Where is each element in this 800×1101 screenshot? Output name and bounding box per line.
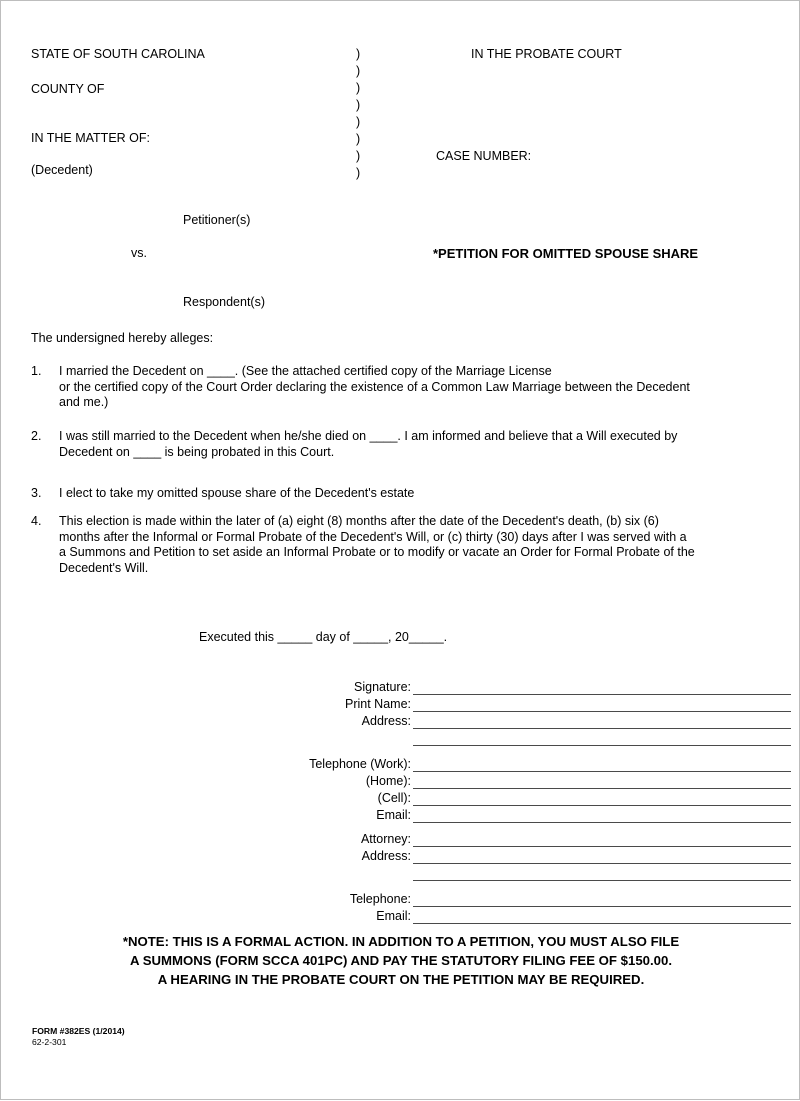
- document-footer: [32, 1026, 125, 1048]
- party-petitioner-label: Petitioner(s): [183, 213, 251, 227]
- caption-paren-1: ): [356, 47, 361, 61]
- print-name-label: Print Name:: [345, 697, 411, 711]
- signature-row-telephone-work: [251, 756, 796, 773]
- allegation-text-1: [59, 364, 776, 411]
- allegation-line: Decedent's Will.: [59, 560, 149, 575]
- telephone-home-label: (Home):: [365, 774, 411, 788]
- allegation-line: I married the Decedent on ____. (See the attached certified copy of the Marriage License: [59, 364, 552, 378]
- party-respondent-label: Respondent(s): [183, 295, 265, 309]
- signature-row-address: [251, 713, 796, 730]
- attorney-label: Attorney:: [360, 832, 411, 846]
- allegation-number-3: 3.: [31, 486, 42, 500]
- caption-paren-6: ): [356, 132, 361, 146]
- telephone-work-label: Telephone (Work):: [309, 757, 411, 771]
- caption-county-line: COUNTY OF: [31, 82, 105, 96]
- caption-paren-8: ): [356, 166, 361, 180]
- attorney-telephone-label: Telephone:: [349, 892, 411, 906]
- document-body: [1, 1, 800, 1101]
- telephone-home-rule[interactable]: [413, 788, 791, 789]
- intro-text: The undersigned hereby alleges:: [31, 331, 214, 345]
- allegation-line: months after the Informal or Formal Probate of the Decedent's Will, or (c) thirty (30) days after I was served with a: [59, 529, 687, 544]
- email-label: Email:: [376, 808, 411, 822]
- allegation-line: I elect to take my omitted spouse share of the Decedent's estate: [59, 486, 415, 500]
- email-rule[interactable]: [413, 822, 791, 823]
- caption-state-line: STATE OF SOUTH CAROLINA: [31, 47, 205, 61]
- note-line-3: A HEARING IN THE PROBATE COURT ON THE PETITION MAY BE REQUIRED.: [157, 972, 645, 987]
- caption-case-number-label: CASE NUMBER:: [436, 149, 532, 163]
- allegation-text-3: [59, 486, 776, 502]
- signature-row-print-name: [251, 696, 796, 713]
- caption-paren-7: ): [356, 149, 361, 163]
- signature-spacer: [251, 747, 796, 756]
- allegation-line: This election is made within the later of (a) eight (8) months after the date of the Decedent's death, (b) six (6): [59, 514, 659, 528]
- attorney-email-rule[interactable]: [413, 923, 791, 924]
- allegation-item-1: [31, 364, 776, 411]
- allegation-item-4: [31, 514, 776, 576]
- party-versus-label: vs.: [131, 246, 147, 260]
- address-rule[interactable]: [413, 728, 791, 729]
- print-name-rule[interactable]: [413, 711, 791, 712]
- page-title: *PETITION FOR OMITTED SPOUSE SHARE: [433, 246, 699, 261]
- footer-statute: 62-2-301: [32, 1037, 67, 1047]
- allegation-line: a Summons and Petition to set aside an Informal Probate or to modify or vacate an Order for Formal Probate of the: [59, 545, 695, 560]
- signature-label: Signature:: [354, 680, 411, 694]
- attorney-row-telephone: [251, 891, 796, 908]
- signature-rule[interactable]: [413, 694, 791, 695]
- attorney-address-2-rule[interactable]: [413, 880, 791, 881]
- caption-paren-4: ): [356, 98, 361, 112]
- signature-row-email: [251, 807, 796, 824]
- attorney-row-email: [251, 908, 796, 925]
- allegation-item-3: [31, 486, 776, 502]
- telephone-cell-rule[interactable]: [413, 805, 791, 806]
- caption-decedent-line: (Decedent): [31, 163, 93, 177]
- attorney-telephone-rule[interactable]: [413, 906, 791, 907]
- attorney-row-name: [251, 831, 796, 848]
- signature-row-telephone-cell: [251, 790, 796, 807]
- allegation-line: I was still married to the Decedent when he/she died on ____. I am informed and believe that a Will executed by: [59, 429, 678, 443]
- caption-paren-2: ): [356, 64, 361, 78]
- executed-date-line: Executed this _____ day of _____, 20_____.: [199, 630, 448, 644]
- allegation-line: Decedent on ____ is being probated in this Court.: [59, 444, 335, 459]
- caption-paren-5: ): [356, 115, 361, 129]
- caption-court-line: IN THE PROBATE COURT: [471, 47, 622, 61]
- attorney-row-address: [251, 848, 796, 865]
- formal-action-note: [1, 932, 800, 989]
- signature-row-signature: [251, 679, 796, 696]
- attorney-row-address-2: [251, 865, 796, 882]
- attorney-address-rule[interactable]: [413, 863, 791, 864]
- address-label: Address:: [361, 714, 411, 728]
- allegation-number-4: 4.: [31, 514, 42, 528]
- attorney-email-label: Email:: [376, 909, 411, 923]
- allegation-text-4: [59, 514, 776, 576]
- note-line-1: *NOTE: THIS IS A FORMAL ACTION. IN ADDITION TO A PETITION, YOU MUST ALSO FILE: [122, 934, 680, 949]
- attorney-address-label: Address:: [361, 849, 411, 863]
- attorney-spacer: [251, 882, 796, 891]
- allegation-text-2: [59, 429, 776, 460]
- allegation-line: or the certified copy of the Court Order declaring the existence of a Common Law Marriage between the Decedent: [59, 379, 690, 394]
- signature-row-telephone-home: [251, 773, 796, 790]
- caption-paren-3: ): [356, 81, 361, 95]
- address-2-rule[interactable]: [413, 745, 791, 746]
- signature-block: [251, 679, 796, 824]
- attorney-rule[interactable]: [413, 846, 791, 847]
- telephone-cell-label: (Cell):: [377, 791, 411, 805]
- caption-matter-line: IN THE MATTER OF:: [31, 131, 150, 145]
- allegation-number-2: 2.: [31, 429, 42, 443]
- attorney-block: [251, 831, 796, 925]
- allegation-number-1: 1.: [31, 364, 42, 378]
- allegation-line: and me.): [59, 395, 109, 410]
- footer-form-number: FORM #382ES (1/2014): [32, 1026, 125, 1036]
- allegation-item-2: [31, 429, 776, 460]
- signature-row-address-2: [251, 730, 796, 747]
- telephone-work-rule[interactable]: [413, 771, 791, 772]
- note-line-2: A SUMMONS (FORM SCCA 401PC) AND PAY THE STATUTORY FILING FEE OF $150.00.: [130, 953, 672, 968]
